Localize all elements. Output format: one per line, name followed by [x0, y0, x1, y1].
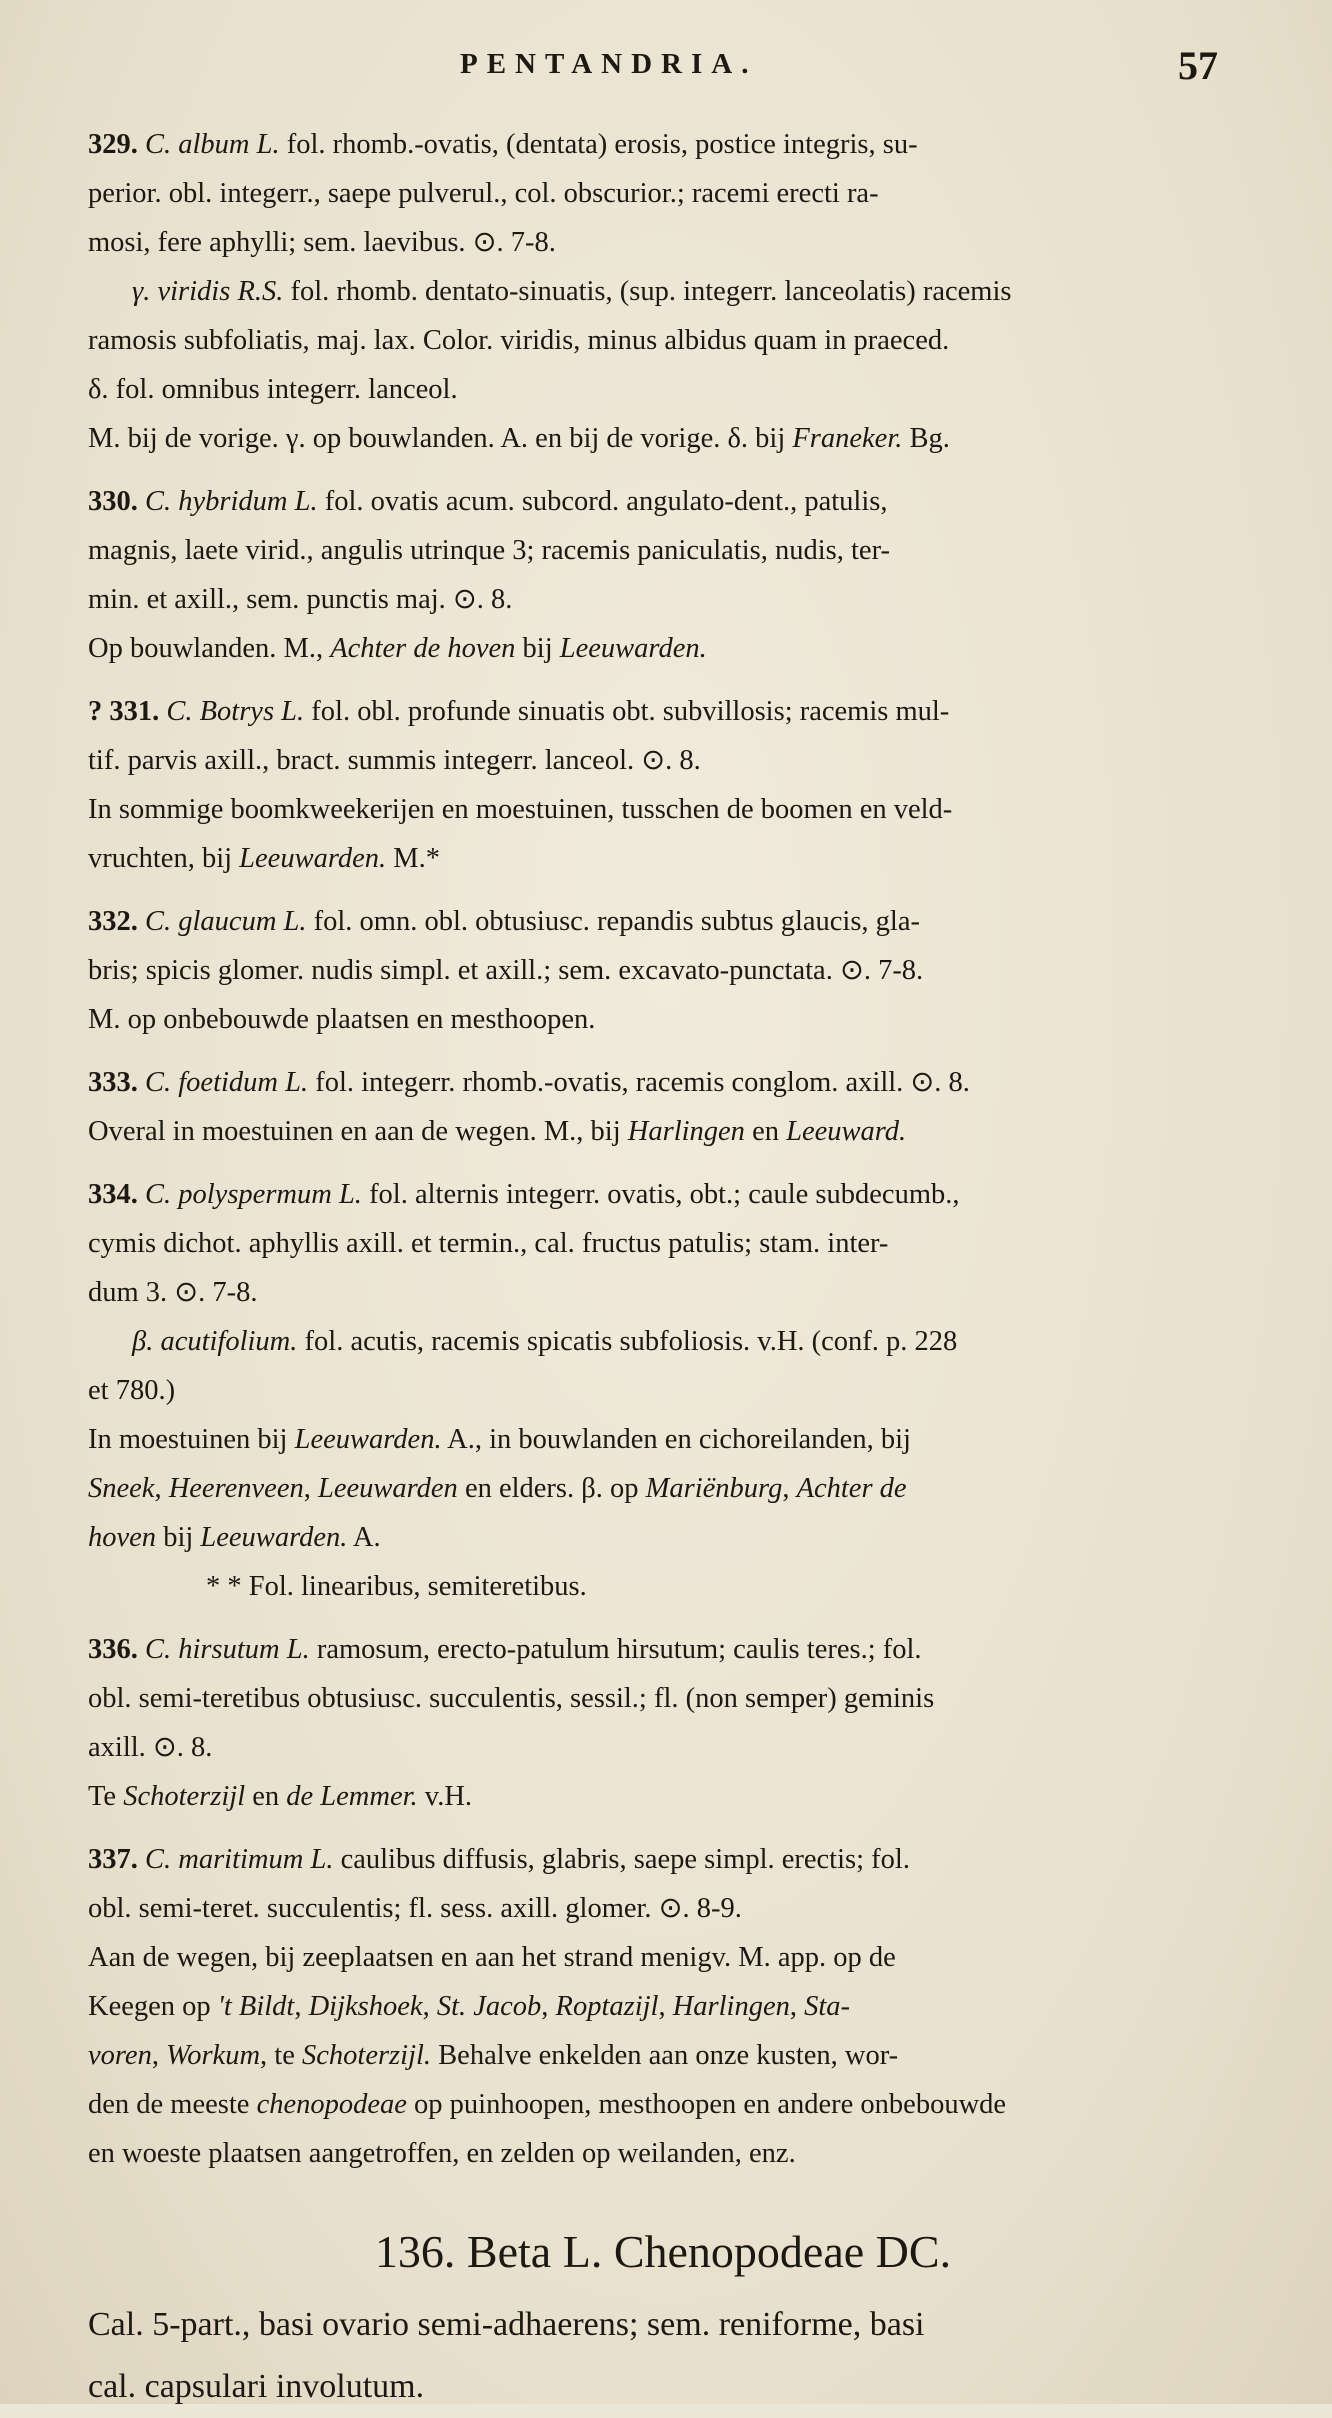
- species-entry: [88, 1625, 1238, 1821]
- entry-number: 330.: [88, 486, 145, 517]
- italic-text: Dijkshoek: [308, 1991, 423, 2022]
- italic-text: voren: [88, 2040, 152, 2071]
- genus-description-line: cal. capsulari involutum.: [88, 2368, 425, 2405]
- species-entry: [88, 120, 1238, 463]
- text-segment: A., in bouwlanden en cichoreilanden, bij: [441, 1424, 911, 1455]
- entry-line: [88, 2129, 1238, 2178]
- entry-line: [88, 995, 1238, 1044]
- entry-line: [88, 169, 1238, 218]
- entry-line: [88, 624, 1238, 673]
- text-segment: den de meeste: [88, 2089, 257, 2120]
- text-segment: v.H.: [417, 1781, 473, 1812]
- text-segment: In moestuinen bij: [88, 1424, 295, 1455]
- italic-text: St. Jacob: [436, 1991, 542, 2022]
- text-segment: fol. acutis, racemis spicatis subfoliosis. v.H. (conf. p. 228: [297, 1326, 958, 1357]
- italic-text: C. foetidum L.: [145, 1067, 309, 1098]
- genus-description-line: Cal. 5-part., basi ovario semi-adhaerens; sem. reniforme, basi: [88, 2306, 925, 2343]
- entry-line: [88, 1674, 1238, 1723]
- entry-line: [88, 365, 1238, 414]
- entry-number: 336.: [88, 1634, 145, 1665]
- entry-line: [88, 267, 1238, 316]
- entry-line: [88, 785, 1238, 834]
- text-segment: ,: [294, 1991, 309, 2022]
- entry-line: [88, 1058, 1238, 1107]
- text-segment: Te: [88, 1781, 124, 1812]
- entry-line: [88, 218, 1238, 267]
- text-segment: Keegen op: [88, 1991, 218, 2022]
- entry-line: [88, 946, 1238, 995]
- text-segment: fol. obl. profunde sinuatis obt. subvillosis; racemis mul-: [304, 696, 950, 727]
- italic-text: Schoterzijl: [123, 1781, 246, 1812]
- text-segment: Bg.: [902, 423, 950, 454]
- entry-line: [88, 526, 1238, 575]
- entries-container: [88, 120, 1238, 2418]
- italic-text: Leeuwarden: [317, 1473, 458, 1504]
- entry-line: [88, 1772, 1238, 1821]
- italic-text: Leeuwarden.: [559, 633, 707, 664]
- entry-line: [88, 834, 1238, 883]
- text-segment: mosi, fere aphylli; sem. laevibus. ⊙. 7-8.: [88, 227, 556, 258]
- text-segment: op puinhoopen, mesthoopen en andere onbebouwde: [406, 2089, 1007, 2120]
- text-segment: fol. alternis integerr. ovatis, obt.; caule subdecumb.,: [361, 1179, 960, 1210]
- species-entry: [88, 687, 1238, 883]
- entry-line: [88, 1625, 1238, 1674]
- entry-line: [88, 120, 1238, 169]
- species-entry: [88, 897, 1238, 1044]
- text-segment: ,: [541, 1991, 556, 2022]
- text-segment: obl. semi-teretibus obtusiusc. succulentis, sessil.; fl. (non semper) geminis: [88, 1683, 935, 1714]
- page-number: 57: [1178, 43, 1218, 88]
- text-segment: en: [744, 1116, 787, 1147]
- italic-text: C. album L.: [145, 129, 280, 160]
- species-entry: [88, 1170, 1238, 1611]
- text-segment: magnis, laete virid., angulis utrinque 3; racemis paniculatis, nudis, ter-: [88, 535, 890, 566]
- entry-number: 332.: [88, 906, 145, 937]
- text-segment: Op bouwlanden. M.,: [88, 633, 331, 664]
- text-segment: Aan de wegen, bij zeeplaatsen en aan het strand menigv. M. app. op de: [88, 1942, 896, 1973]
- text-segment: fol. rhomb.-ovatis, (dentata) erosis, postice integris, su-: [279, 129, 918, 160]
- text-segment: et 780.): [88, 1375, 176, 1406]
- text-segment: min. et axill., sem. punctis maj. ⊙. 8.: [88, 584, 513, 615]
- text-segment: caulibus diffusis, glabris, saepe simpl. erectis; fol.: [333, 1844, 910, 1875]
- text-segment: ramosum, erecto-patulum hirsutum; caulis teres.; fol.: [309, 1634, 922, 1665]
- italic-text: Harlingen: [672, 1991, 790, 2022]
- italic-text: γ. viridis R.S.: [132, 276, 284, 307]
- italic-text: Franeker.: [792, 423, 903, 454]
- italic-text: C. maritimum L.: [145, 1844, 334, 1875]
- entry-line: [88, 1317, 1238, 1366]
- entry-line: [88, 1982, 1238, 2031]
- italic-text: Roptazijl: [555, 1991, 659, 2022]
- entry-line: [88, 2031, 1238, 2080]
- entry-line: [88, 1884, 1238, 1933]
- running-title: PENTANDRIA.: [460, 48, 758, 80]
- italic-text: Leeuwarden.: [294, 1424, 442, 1455]
- entry-line: [88, 1170, 1238, 1219]
- italic-text: hoven: [88, 1522, 157, 1553]
- page-header: [0, 43, 1332, 98]
- entry-line: [88, 897, 1238, 946]
- italic-text: Leeuwarden.: [239, 843, 387, 874]
- text-segment: M. op onbebouwde plaatsen en mesthoopen.: [88, 1004, 596, 1035]
- entry-line: [88, 736, 1238, 785]
- genus-heading: 136. Beta L. Chenopodeae DC.: [374, 2226, 952, 2277]
- text-segment: fol. rhomb. dentato-sinuatis, (sup. integerr. lanceolatis) racemis: [283, 276, 1012, 307]
- italic-text: β. acutifolium.: [132, 1326, 298, 1357]
- text-segment: ,: [303, 1473, 318, 1504]
- text-segment: bij: [515, 633, 560, 664]
- text-segment: dum 3. ⊙. 7-8.: [88, 1277, 258, 1308]
- text-segment: M. bij de vorige. γ. op bouwlanden. A. en bij de vorige. δ. bij: [88, 423, 793, 454]
- text-segment: axill. ⊙. 8.: [88, 1732, 213, 1763]
- text-segment: ,: [154, 1473, 169, 1504]
- entry-line: [88, 1107, 1238, 1156]
- text-segment: bij: [156, 1522, 201, 1553]
- italic-text: Heerenveen: [168, 1473, 304, 1504]
- entry-line: [88, 1835, 1238, 1884]
- species-entry: [88, 1835, 1238, 2178]
- text-segment: fol. ovatis acum. subcord. angulato-dent., patulis,: [317, 486, 888, 517]
- entry-line: [88, 687, 1238, 736]
- text-segment: tif. parvis axill., bract. summis integerr. lanceol. ⊙. 8.: [88, 745, 701, 776]
- italic-text: 't Bildt: [217, 1991, 295, 2022]
- entry-line: [88, 575, 1238, 624]
- text-segment: ,: [658, 1991, 673, 2022]
- entry-line: [88, 1268, 1238, 1317]
- text-segment: Behalve enkelden aan onze kusten, wor-: [431, 2040, 899, 2071]
- entry-line: [88, 2080, 1238, 2129]
- italic-text: Leeuward.: [786, 1116, 907, 1147]
- italic-text: de Lemmer.: [286, 1781, 418, 1812]
- text-segment: fol. omn. obl. obtusiusc. repandis subtus glaucis, gla-: [306, 906, 920, 937]
- text-segment: δ. fol. omnibus integerr. lanceol.: [88, 374, 458, 405]
- entry-line: [88, 1366, 1238, 1415]
- italic-text: Achter de: [796, 1473, 907, 1504]
- entry-line: [88, 1562, 1238, 1611]
- entry-line: [88, 477, 1238, 526]
- italic-text: Harlingen: [627, 1116, 745, 1147]
- text-segment: Overal in moestuinen en aan de wegen. M., bij: [88, 1116, 628, 1147]
- entry-line: [88, 1933, 1238, 1982]
- entry-number: 334.: [88, 1179, 145, 1210]
- text-segment: * * Fol. linearibus, semiteretibus.: [206, 1571, 587, 1602]
- text-segment: fol. integerr. rhomb.-ovatis, racemis conglom. axill. ⊙. 8.: [308, 1067, 970, 1098]
- entry-line: [88, 1723, 1238, 1772]
- text-segment: ,: [782, 1473, 797, 1504]
- species-entry: [88, 1058, 1238, 1156]
- italic-text: C. Botrys L.: [166, 696, 305, 727]
- entry-line: [88, 1415, 1238, 1464]
- text-segment: obl. semi-teret. succulentis; fl. sess. axill. glomer. ⊙. 8-9.: [88, 1893, 742, 1924]
- entry-number: ? 331.: [88, 696, 167, 727]
- genus-description: [88, 2294, 1238, 2418]
- italic-text: C. hybridum L.: [145, 486, 318, 517]
- italic-text: Sneek: [88, 1473, 155, 1504]
- entry-number: 329.: [88, 129, 145, 160]
- text-segment: ,: [151, 2040, 167, 2071]
- entry-line: [88, 1464, 1238, 1513]
- text-segment: cymis dichot. aphyllis axill. et termin., cal. fructus patulis; stam. inter-: [88, 1228, 889, 1259]
- text-segment: en: [245, 1781, 287, 1812]
- text-segment: ,: [789, 1991, 805, 2022]
- text-segment: vruchten, bij: [88, 843, 240, 874]
- text-segment: , te: [260, 2040, 302, 2071]
- italic-text: C. hirsutum L.: [145, 1634, 310, 1665]
- italic-text: Workum: [166, 2040, 261, 2071]
- text-segment: bris; spicis glomer. nudis simpl. et axill.; sem. excavato-punctata. ⊙. 7-8.: [88, 955, 924, 986]
- text-segment: ramosis subfoliatis, maj. lax. Color. viridis, minus albidus quam in praeced.: [88, 325, 950, 356]
- species-entry: [88, 477, 1238, 673]
- italic-text: Mariënburg: [645, 1473, 783, 1504]
- text-segment: In sommige boomkweekerijen en moestuinen, tusschen de boomen en veld-: [88, 794, 953, 825]
- italic-text: C. glaucum L.: [145, 906, 307, 937]
- italic-text: Achter de hoven: [330, 633, 516, 664]
- text-segment: en woeste plaatsen aangetroffen, en zelden op weilanden, enz.: [88, 2138, 796, 2169]
- italic-text: Schoterzijl.: [302, 2040, 432, 2071]
- text-segment: en elders. β. op: [457, 1473, 646, 1504]
- text-segment: ,: [422, 1991, 437, 2022]
- italic-text: Leeuwarden.: [200, 1522, 348, 1553]
- text-segment: perior. obl. integerr., saepe pulverul., col. obscurior.; racemi erecti ra-: [88, 178, 879, 209]
- entry-line: [88, 316, 1238, 365]
- entry-number: 337.: [88, 1844, 145, 1875]
- entry-number: 333.: [88, 1067, 145, 1098]
- italic-text: C. polyspermum L.: [145, 1179, 362, 1210]
- text-segment: A.: [347, 1522, 381, 1553]
- text-segment: M.*: [386, 843, 440, 874]
- entry-line: [88, 1513, 1238, 1562]
- italic-text: chenopodeae: [256, 2089, 407, 2120]
- italic-text: Sta-: [804, 1991, 851, 2022]
- entry-line: [88, 414, 1238, 463]
- entry-line: [88, 1219, 1238, 1268]
